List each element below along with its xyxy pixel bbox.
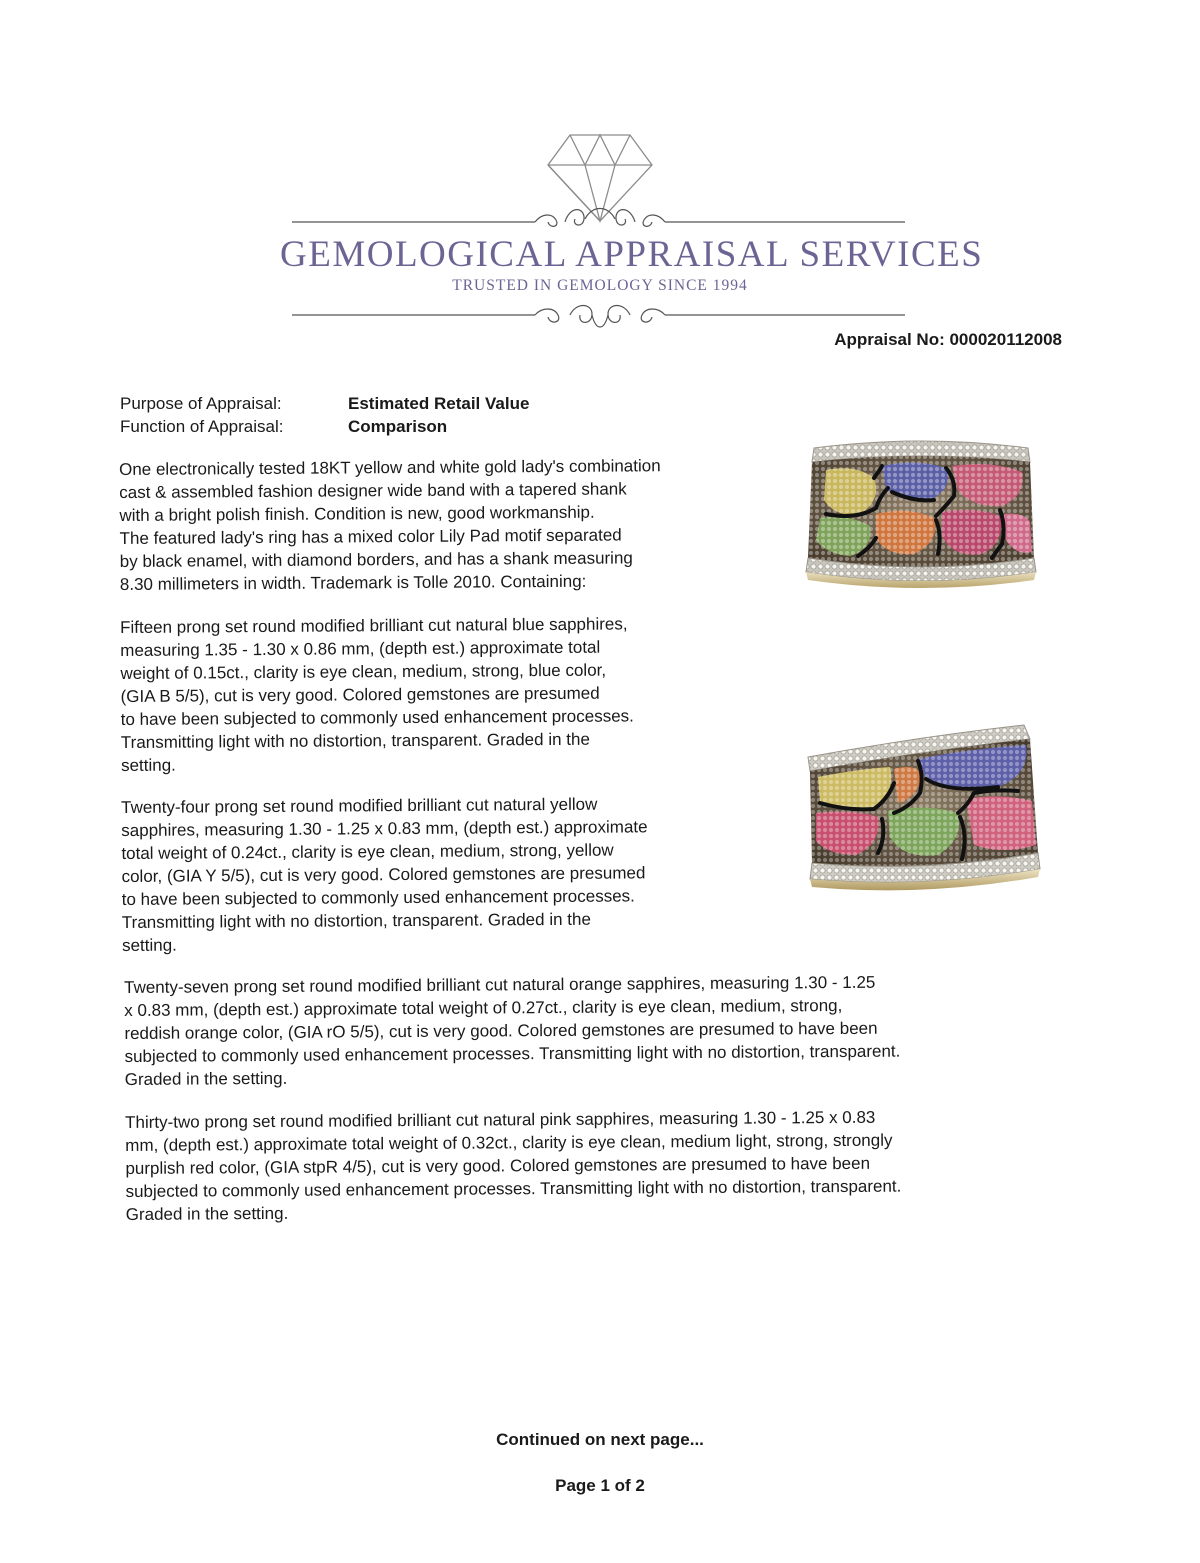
orange-sapphires-description: Twenty-seven prong set round modified brilliant cut natural orange sapphires, measuring 1.30 - 1.25 x 0.83 mm, (depth est.) approximate total weight of 0.27ct., clarity is eye clean, medium, strong, reddish orange color, (GIA rO 5/5), cut is very good. Colored gemstones are presumed to have been subjected to commonly used enhancement processes. Transmitting light with no distortion, transparent. Graded in the setting. xyxy=(124,972,901,1089)
purpose-value: Estimated Retail Value xyxy=(348,394,530,413)
item-description: One electronically tested 18KT yellow and white gold lady's combination cast & assembled fashion designer wide band with a tapered shank with a bright polish finish. Condition is new, good workmanship. The featured lady's ring has a mixed color Lily Pad motif separated by black enamel, with diamond borders, and has a shank measuring 8.30 millimeters in width. Trademark is Tolle 2010. Containing: xyxy=(119,456,661,594)
pink-sapphires-description: Thirty-two prong set round modified brilliant cut natural pink sapphires, measuring 1.30 - 1.25 x 0.83 mm, (depth est.) approximate total weight of 0.32ct., clarity is eye clean, medium light, strong, strongly purplish red color, (GIA stpR 4/5), cut is very good. Colored gemstones are presumed to have been subjected to commonly used enhancement processes. Transmitting light with no distortion, transparent. Graded in the setting. xyxy=(125,1107,902,1224)
appraisal-number: Appraisal No: 000020112008 xyxy=(834,330,1062,349)
company-name: GEMOLOGICAL APPRAISAL SERVICES xyxy=(280,234,984,275)
purpose-row xyxy=(120,392,529,415)
yellow-sapphires-description: Twenty-four prong set round modified brilliant cut natural yellow sapphires, measuring 1.30 - 1.25 x 0.83 mm, (depth est.) approximate total weight of 0.24ct., clarity is eye clean, medium, strong, yellow color, (GIA Y 5/5), cut is very good. Colored gemstones are presumed to have been subjected to commonly used enhancement processes. Transmitting light with no distortion, transparent. Graded in the setting. xyxy=(121,794,648,955)
ring-photo-angled xyxy=(798,713,1046,898)
company-tagline: TRUSTED IN GEMOLOGY SINCE 1994 xyxy=(452,277,748,294)
bottom-flourish xyxy=(292,306,905,328)
function-label: Function of Appraisal: xyxy=(120,417,284,436)
page-number: Page 1 of 2 xyxy=(555,1476,645,1495)
continued-note: Continued on next page... xyxy=(496,1430,704,1449)
purpose-label: Purpose of Appraisal: xyxy=(120,394,282,413)
ring-photo-front xyxy=(796,430,1046,595)
function-value: Comparison xyxy=(348,417,448,436)
function-row xyxy=(120,415,529,438)
appraisal-meta xyxy=(120,392,529,438)
blue-sapphires-description: Fifteen prong set round modified brilliant cut natural blue sapphires, measuring 1.35 - 1.30 x 0.86 mm, (depth est.) approximate total weight of 0.15ct., clarity is eye clean, medium, strong, blue color, (GIA B 5/5), cut is very good. Colored gemstones are presumed to have been subjected to commonly used enhancement processes. Transmitting light with no distortion, transparent. Graded in the setting. xyxy=(120,614,634,775)
